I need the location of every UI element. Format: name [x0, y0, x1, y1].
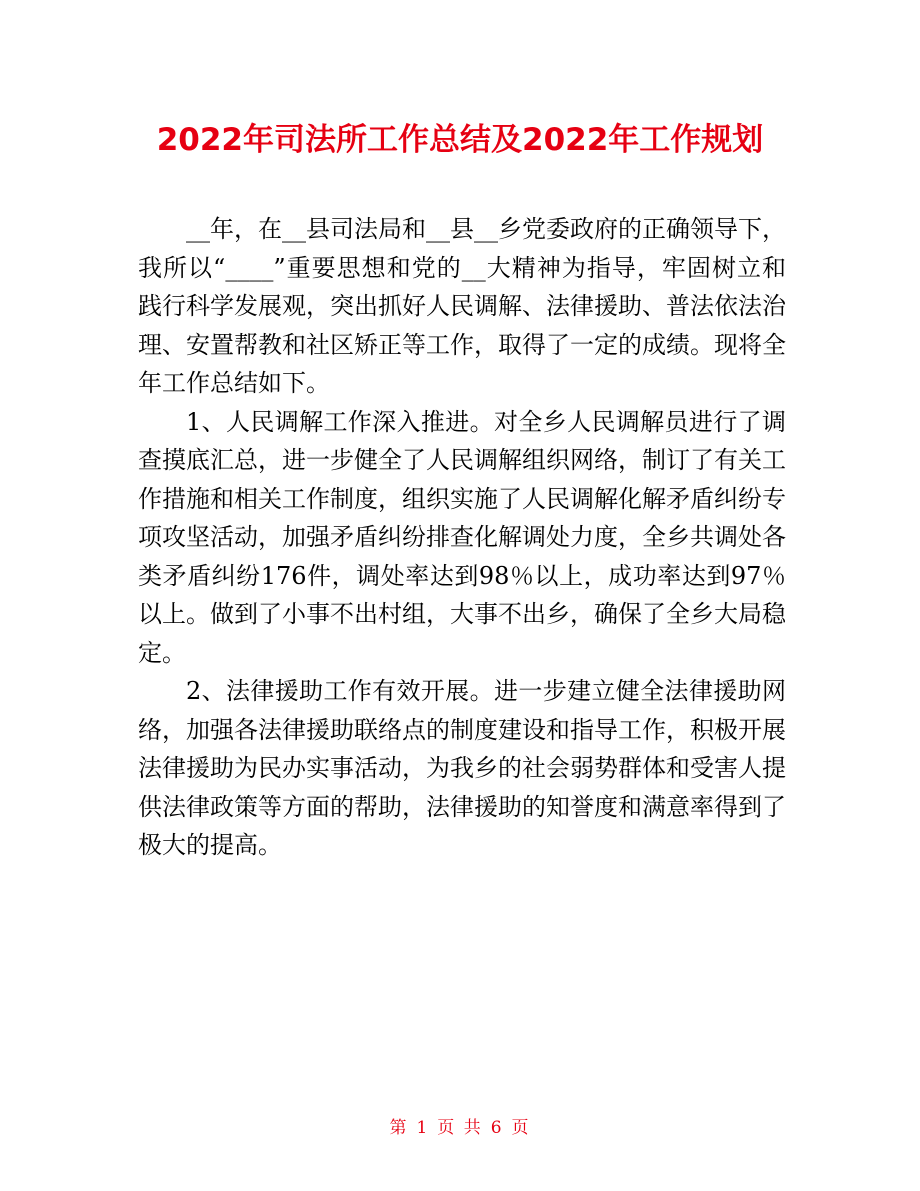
- document-body: [138, 210, 786, 865]
- paragraph-mediation: 1、人民调解工作深入推进。对全乡人民调解员进行了调查摸底汇总，进一步健全了人民调解组织网络，制订了有关工作措施和相关工作制度，组织实施了人民调解化解矛盾纠纷专项攻坚活动，加强矛盾纠纷排查化解调处力度，全乡共调处各类矛盾纠纷176件，调处率达到98％以上，成功率达到97％以上。做到了小事不出村组，大事不出乡，确保了全乡大局稳定。: [138, 407, 786, 667]
- footer-prefix: 第: [389, 1118, 409, 1138]
- footer-total-pages: 6: [490, 1118, 504, 1138]
- paragraph-intro: __年，在__县司法局和__县__乡党委政府的正确领导下，我所以“____”重要思想和党的__大精神为指导，牢固树立和践行科学发展观，突出抓好人民调解、法律援助、普法依法治理、安置帮教和社区矫正等工作，取得了一定的成绩。现将全年工作总结如下。: [138, 215, 786, 397]
- paragraph-legal-aid: 2、法律援助工作有效开展。进一步建立健全法律援助网络，加强各法律援助联络点的制度建设和指导工作，积极开展法律援助为民办实事活动，为我乡的社会弱势群体和受害人提供法律政策等方面的帮助，法律援助的知誉度和满意率得到了极大的提高。: [138, 677, 786, 859]
- page-footer: [0, 1113, 920, 1138]
- footer-mid: 页 共: [437, 1118, 483, 1138]
- footer-suffix: 页: [511, 1118, 531, 1138]
- footer-page-number: 1: [416, 1118, 430, 1138]
- document-title: 2022年司法所工作总结及2022年工作规划: [156, 122, 764, 158]
